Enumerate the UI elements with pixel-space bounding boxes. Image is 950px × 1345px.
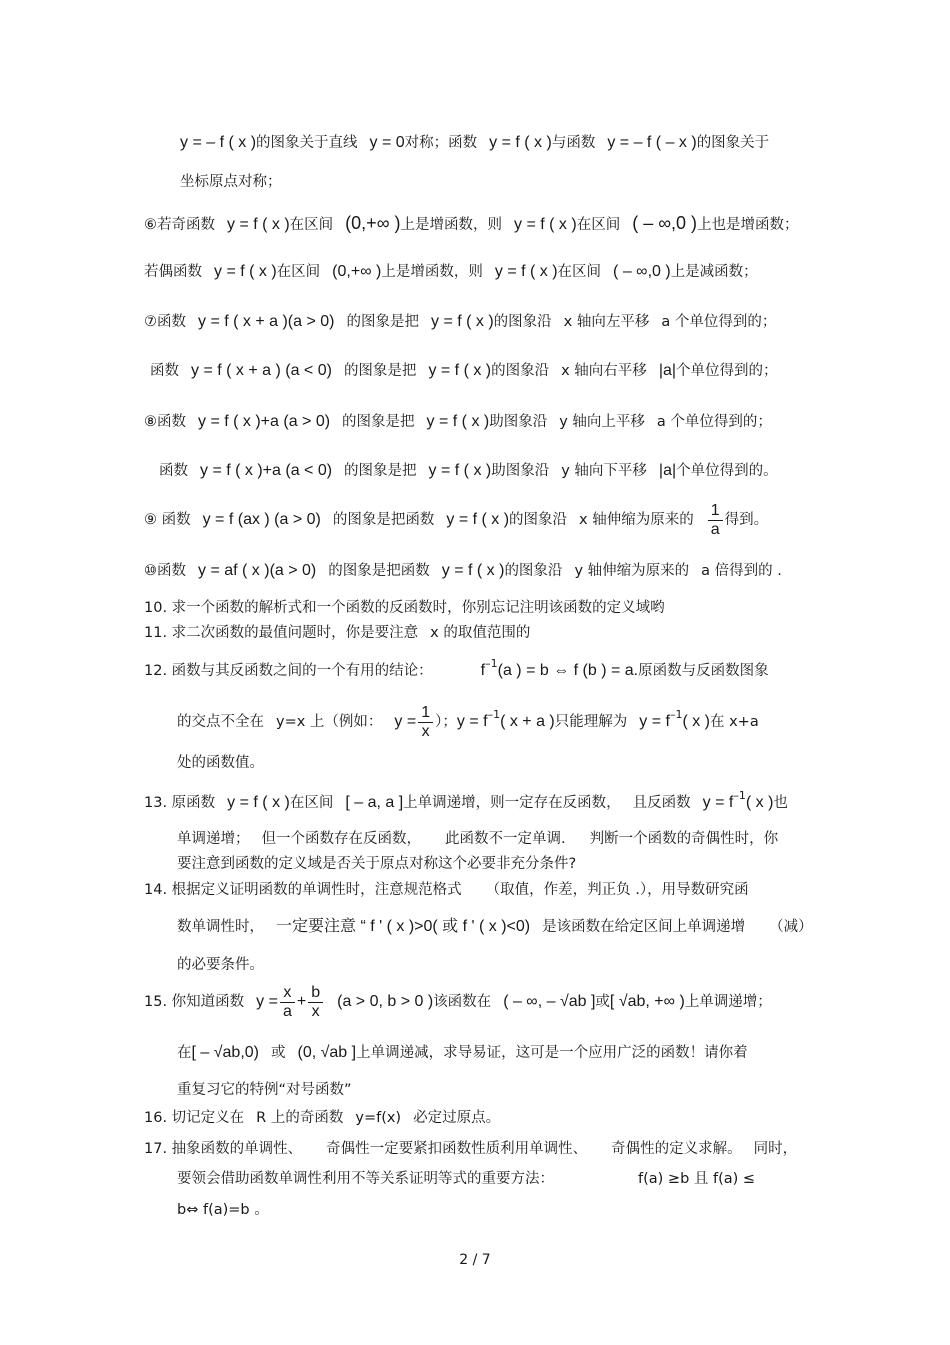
text: 函数: [159, 463, 188, 479]
text: 上是减函数；: [670, 264, 758, 280]
formula: y = f: [702, 794, 734, 811]
formula: y = f ( x + a ) (a < 0): [191, 362, 332, 379]
formula: [ – √ab,0): [191, 1044, 259, 1061]
formula: y =: [256, 993, 278, 1010]
text: 的图象是把函数: [332, 512, 435, 528]
formula: y = f: [639, 713, 670, 730]
line-18: [177, 854, 576, 874]
formula: |a|: [658, 462, 677, 479]
text: x 轴向右平移: [561, 363, 647, 379]
denominator: a: [710, 520, 720, 538]
line-21: [177, 955, 264, 975]
formula: |a|: [658, 362, 677, 379]
text: 在区间: [276, 264, 321, 280]
text: 或: [270, 1045, 286, 1061]
formula: y = 0: [369, 134, 405, 151]
text: 此函数不一定单调.: [445, 831, 566, 847]
text: x 轴伸缩为原来的: [579, 512, 694, 528]
text: 若偶函数: [144, 264, 202, 280]
superscript: –1: [485, 657, 498, 670]
line-4: [144, 262, 758, 282]
text: 是该函数在给定区间上单调递增: [542, 919, 746, 935]
line-8: [159, 461, 778, 481]
formula: ( – ∞, – √ab ]: [503, 993, 596, 1010]
formula: y = f ( x )+a (a > 0): [198, 413, 331, 430]
page-number: 2 / 7: [459, 1252, 491, 1268]
text: ⑧函数: [144, 414, 186, 430]
text: 的图象沿: [504, 563, 563, 579]
text: 的交点不全在: [177, 714, 264, 730]
text: 上是增函数，则: [400, 217, 503, 233]
line-25: [144, 1108, 500, 1128]
line-6: [150, 361, 778, 381]
line-20: [177, 917, 813, 937]
text: 奇偶性一定要紧扣函数性质利用单调性、: [326, 1141, 588, 1157]
formula: [ √ab, +∞ ): [609, 993, 685, 1010]
formula: y = f ( x ): [446, 511, 510, 528]
text: 数单调性时，: [177, 919, 264, 935]
text: 只能理解为: [554, 714, 628, 730]
text: 奇偶性的定义求解。: [611, 1141, 742, 1157]
text: 要注意到函数的定义域是否关于原点对称这个必要非充分条件?: [177, 856, 577, 872]
text: R 上的奇函数: [256, 1110, 344, 1126]
text: 原函数与反函数图象: [638, 663, 769, 679]
text: 重复习它的特例“对号函数”: [177, 1082, 352, 1098]
formula: ( x + a ): [500, 713, 555, 730]
text: 助图象沿: [491, 463, 550, 479]
formula: ( x ): [682, 713, 710, 730]
text: 13. 原函数: [144, 795, 216, 811]
text: 上单调递增，则一定存在反函数，: [403, 795, 621, 811]
text: 的图象关于: [696, 135, 770, 151]
formula: (0,+∞ ): [332, 263, 382, 280]
text: 但一个函数存在反函数，: [261, 831, 421, 847]
text: 在 x+a: [709, 714, 759, 730]
text: 在区间: [557, 264, 602, 280]
formula: y = f ( x ): [441, 562, 505, 579]
text: x 的取值范围的: [430, 625, 531, 641]
text: 上单调递增；: [684, 994, 772, 1010]
text: 也: [773, 795, 788, 811]
text: 12. 函数与其反函数之间的一个有用的结论：: [144, 663, 433, 679]
text: 助图象沿: [489, 414, 548, 430]
formula: y = f (ax ) (a > 0): [202, 511, 321, 528]
line-16: [144, 789, 788, 814]
text: 16. 切记定义在: [144, 1110, 245, 1126]
formula: y = f ( x ): [426, 413, 490, 430]
text: 在: [177, 1045, 192, 1061]
numerator: 1: [418, 704, 433, 723]
text: 14. 根据定义证明函数的单调性时，注意规范格式: [144, 882, 462, 898]
text: a 倍得到的 .: [701, 563, 782, 579]
line-1: [180, 133, 769, 153]
line-26: [144, 1139, 797, 1159]
text: 该函数在: [433, 994, 492, 1010]
formula: y = – f ( x ): [180, 134, 257, 151]
numerator: x: [280, 984, 295, 1003]
formula: (a > 0, b > 0 ): [337, 993, 434, 1010]
text: a 个单位得到的；: [656, 414, 772, 430]
text: ⑥若奇函数: [144, 217, 215, 233]
text: 的图象关于直线: [256, 135, 358, 151]
text: 得到。: [724, 512, 769, 528]
formula: y = af ( x )(a > 0): [198, 562, 317, 579]
formula: y = f ( x ): [214, 263, 277, 280]
formula: ( – ∞,0 ): [613, 263, 671, 280]
formula: y = f ( x ): [428, 462, 492, 479]
line-11: [144, 598, 665, 618]
text: 对称；函数: [404, 135, 478, 151]
text: 个单位得到的；: [676, 363, 778, 379]
plus: +: [296, 993, 307, 1010]
text: 个单位得到的。: [676, 463, 778, 479]
superscript: –1: [487, 708, 501, 721]
text: 处的函数值。: [177, 755, 264, 771]
line-28: [177, 1200, 269, 1220]
text: y=f(x): [355, 1110, 402, 1126]
line-14: [177, 702, 759, 743]
text: 在区间: [576, 217, 621, 233]
formula: y = f ( x ): [227, 794, 290, 811]
text: 单调递增；: [177, 831, 250, 847]
text: 在区间: [289, 795, 334, 811]
text: 上也是增函数；: [697, 217, 799, 233]
text: 的图象沿: [493, 314, 552, 330]
line-10: [144, 561, 782, 581]
text: 的图象是把: [346, 314, 419, 330]
text: 要领会借助函数单调性利用不等关系证明等式的重要方法：: [177, 1171, 554, 1187]
fraction-x-over-a: [280, 984, 295, 1021]
formula: (0,+∞ ): [345, 213, 401, 233]
formula: y = f ( x ): [428, 362, 492, 379]
formula: y = f ( x + a )(a > 0): [198, 313, 335, 330]
formula: f: [480, 662, 486, 679]
fraction-one-over-a: [708, 502, 723, 539]
text: 坐标原点对称；: [180, 174, 282, 190]
formula: y = f: [456, 713, 488, 730]
text: 上是增函数，则: [381, 264, 483, 280]
superscript: –1: [733, 789, 746, 802]
formula: 一定要注意 “ f ' ( x )>0( 或 f ' ( x )<0): [276, 918, 531, 935]
line-15: [177, 753, 264, 773]
text: 上单调递减，求导易证，这可是一个应用广泛的函数！请你着: [356, 1045, 748, 1061]
formula: y = f ( x ): [431, 313, 494, 330]
text: 的图象是把函数: [328, 563, 430, 579]
line-2: [180, 172, 282, 192]
line-23: [177, 1043, 748, 1063]
text: 同时，: [753, 1141, 798, 1157]
line-22: [144, 982, 772, 1022]
formula: (0, √ab ]: [297, 1044, 357, 1061]
text: 必定过原点。: [413, 1110, 501, 1126]
text: （取值，作差，判正负 .），用导数研究函: [485, 882, 749, 898]
text: 的图象是把: [344, 463, 417, 479]
text: 的图象沿: [491, 363, 550, 379]
line-3: [144, 213, 799, 235]
text: 与函数: [551, 135, 596, 151]
line-19: [144, 880, 749, 900]
line-24: [177, 1080, 352, 1100]
formula: (a ) = b ⇔ f (b ) = a.: [497, 662, 639, 679]
denominator: a: [282, 1002, 292, 1020]
numerator: 1: [708, 502, 723, 521]
line-27: [177, 1169, 755, 1189]
formula: y = f ( x )+a (a < 0): [200, 462, 333, 479]
text: 或: [595, 994, 610, 1010]
text: ⑩函数: [144, 563, 186, 579]
text: 10. 求一个函数的解析式和一个函数的反函数时，你别忘记注明该函数的定义域哟: [144, 600, 665, 616]
formula: ( x ): [745, 794, 774, 811]
text: a 个单位得到的；: [661, 314, 777, 330]
denominator: x: [421, 722, 430, 740]
formula: y = f ( x ): [494, 263, 558, 280]
text: b⇔ f(a)=b 。: [177, 1202, 269, 1218]
fraction-b-over-x: [308, 984, 323, 1021]
line-5: [144, 312, 776, 332]
formula: y = f ( x ): [489, 134, 552, 151]
text: y=x 上（例如：: [276, 714, 383, 730]
text: 的图象沿: [509, 512, 568, 528]
denominator: x: [311, 1002, 320, 1020]
numerator: b: [308, 984, 323, 1003]
formula: y = – f ( – x ): [607, 134, 697, 151]
text: 的图象是把: [342, 414, 415, 430]
text: 在区间: [289, 217, 334, 233]
text: y 轴向下平移: [561, 463, 647, 479]
superscript: –1: [669, 708, 683, 721]
line-7: [144, 412, 772, 432]
formula: y =: [394, 713, 417, 730]
text: f(a) ≥b 且 f(a) ≤: [638, 1171, 756, 1187]
line-12: [144, 623, 530, 643]
line-13: [144, 657, 769, 682]
text: 的必要条件。: [177, 957, 264, 973]
text: ）；: [435, 714, 457, 730]
text: 判断一个函数的奇偶性时，你: [589, 831, 779, 847]
text: （减）: [769, 919, 813, 935]
text: 且反函数: [632, 795, 691, 811]
text: 15. 你知道函数: [144, 994, 245, 1010]
line-17: [177, 829, 778, 849]
text: x 轴向左平移: [563, 314, 650, 330]
text: 函数: [150, 363, 179, 379]
formula: y = f ( x ): [227, 216, 290, 233]
text: ⑨ 函数: [144, 512, 191, 528]
text: y 轴伸缩为原来的: [574, 563, 690, 579]
text: 17. 抽象函数的单调性、: [144, 1141, 303, 1157]
text: 11. 求二次函数的最值问题时，你是要注意: [144, 625, 419, 641]
formula: ( – ∞,0 ): [632, 213, 698, 233]
fraction-one-over-x: [418, 704, 433, 741]
formula: [ – a, a ]: [345, 794, 404, 811]
line-9: [144, 500, 768, 540]
formula: y = f ( x ): [514, 216, 577, 233]
text: 的图象是把: [343, 363, 417, 379]
text: ⑦函数: [144, 314, 186, 330]
text: y 轴向上平移: [559, 414, 645, 430]
